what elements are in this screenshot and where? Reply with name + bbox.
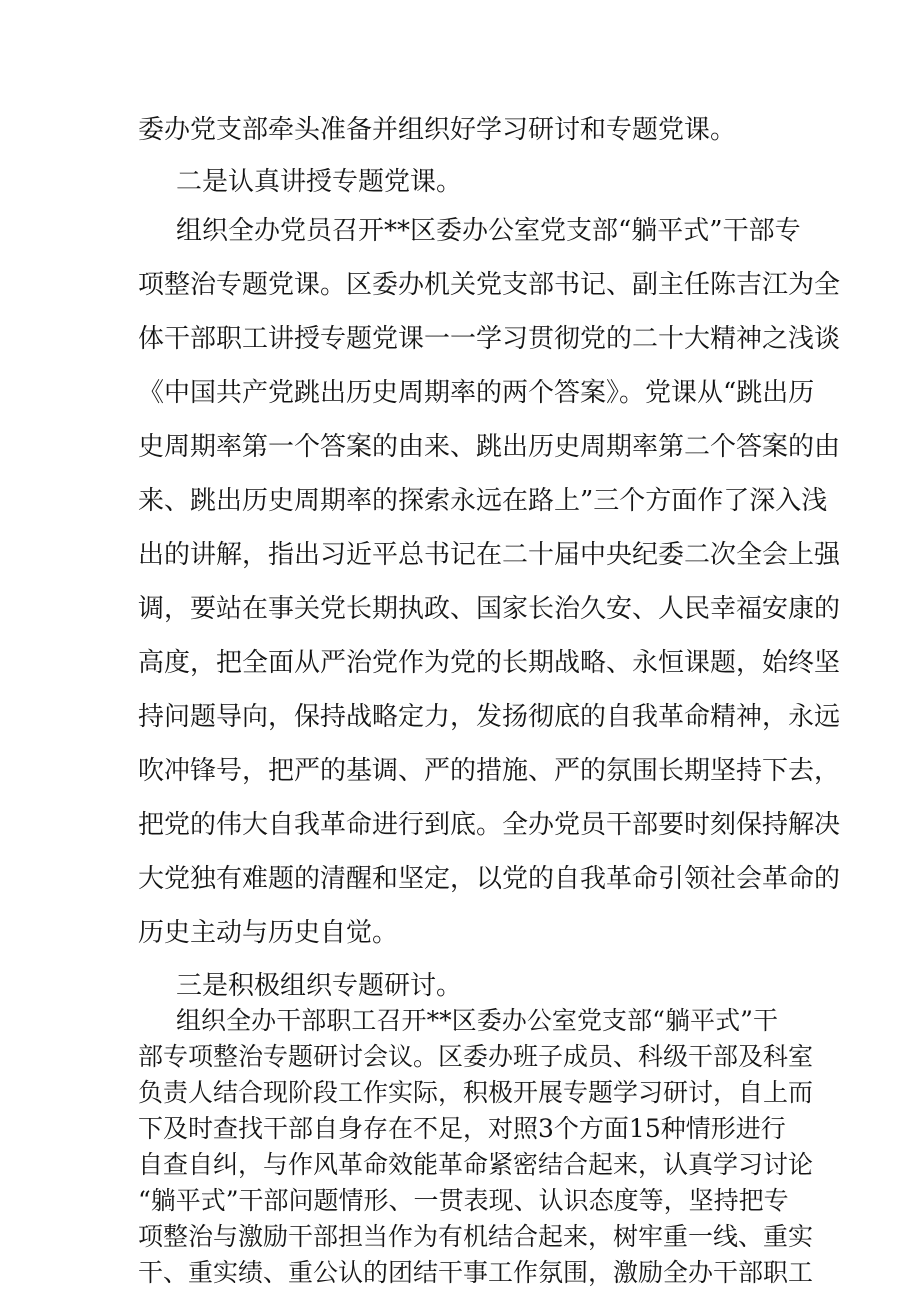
paragraph-line: 自查自纠，与作风革命效能革命紧密结合起来，认真学习讨论 <box>138 1150 814 1179</box>
paragraph-line: 出的讲解，指出习近平总书记在二十届中央纪委二次全会上强 <box>138 540 841 570</box>
paragraph-line: 调，要站在事关党长期执政、国家长治久安、人民幸福安康的 <box>138 594 841 624</box>
paragraph-line: 负责人结合现阶段工作实际，积极开展专题学习研讨，自上而 <box>138 1078 814 1107</box>
paragraph-line: 来、跳出历史周期率的探索永远在路上”三个方面作了深入浅 <box>138 486 828 516</box>
paragraph-line: 部专项整治专题研讨会议。区委办班子成员、科级干部及科室 <box>138 1042 814 1071</box>
paragraph-line: 组织全办干部职工召开**区委办公室党支部“躺平式”干 <box>176 1006 778 1035</box>
paragraph-line: 史周期率第一个答案的由来、跳出历史周期率第二个答案的由 <box>138 432 841 462</box>
section3-heading: 三是积极组织专题研讨。 <box>176 971 463 1001</box>
paragraph-line: 吹冲锋号，把严的基调、严的措施、严的氛围长期坚持下去， <box>138 756 841 786</box>
paragraph-line: 项整治与激励干部担当作为有机结合起来，树牢重一线、重实 <box>138 1222 814 1251</box>
paragraph-line: 大党独有难题的清醒和坚定，以党的自我革命引领社会革命的 <box>138 864 841 894</box>
paragraph-line: 《中国共产党跳出历史周期率的两个答案》。党课从“跳出历 <box>138 378 815 408</box>
paragraph-line: 下及时查找干部自身存在不足，对照3个方面15种情形进行 <box>138 1114 786 1143</box>
paragraph-line: 干、重实绩、重公认的团结干事工作氛围，激励全办干部职工 <box>138 1258 814 1287</box>
opening-line: 委办党支部牵头准备并组织好学习研讨和专题党课。 <box>138 115 737 145</box>
paragraph-line: 历史主动与历史自觉。 <box>138 918 399 948</box>
paragraph-line: 体干部职工讲授专题党课一一学习贯彻党的二十大精神之浅谈 <box>138 324 841 354</box>
paragraph-line: 组织全办党员召开**区委办公室党支部“躺平式”干部专 <box>176 216 801 246</box>
paragraph-line: 高度，把全面从严治党作为党的长期战略、永恒课题，始终坚 <box>138 648 841 678</box>
paragraph-line: 项整治专题党课。区委办机关党支部书记、副主任陈吉江为全 <box>138 270 841 300</box>
paragraph-line: “躺平式”干部问题情形、一贯表现、认识态度等，坚持把专 <box>138 1186 789 1215</box>
paragraph-line: 持问题导向，保持战略定力，发扬彻底的自我革命精神，永远 <box>138 702 841 732</box>
section2-heading: 二是认真讲授专题党课。 <box>176 167 463 197</box>
paragraph-line: 把党的伟大自我革命进行到底。全办党员干部要时刻保持解决 <box>138 810 841 840</box>
